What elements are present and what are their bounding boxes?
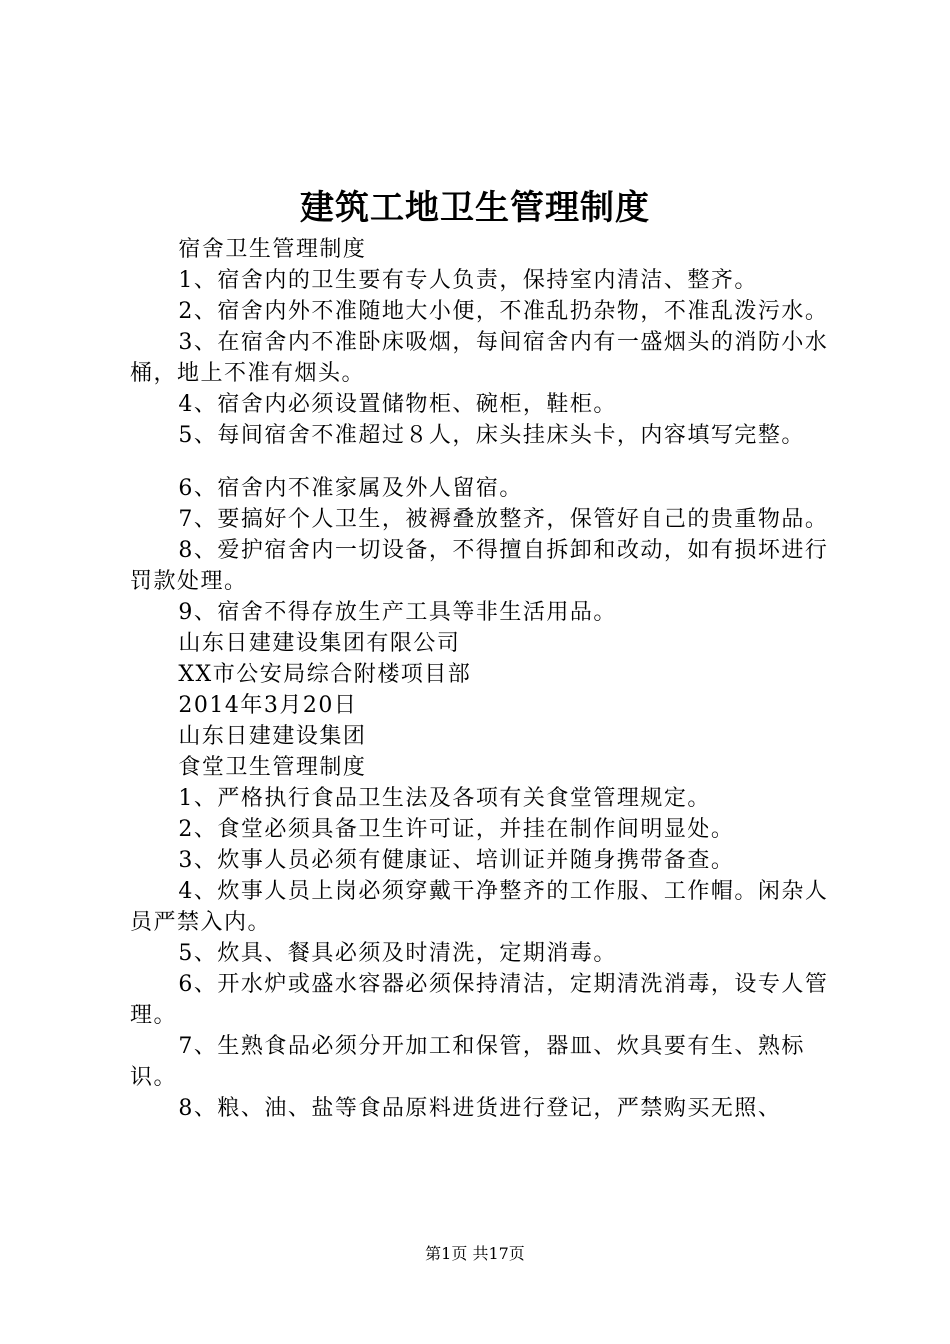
- paragraph: 4、宿舍内必须设置储物柜、碗柜，鞋柜。: [178, 392, 617, 417]
- blank-line: [130, 451, 838, 473]
- paragraph: 8、粮、油、盐等食品原料进货进行登记，严禁购买无照、: [178, 1096, 782, 1121]
- project-department: XX市公安局综合附楼项目部: [178, 662, 472, 687]
- paragraph: 5、炊具、餐具必须及时清洗，定期消毒。: [178, 941, 617, 966]
- section-heading-canteen: 食堂卫生管理制度: [178, 755, 367, 780]
- page-number: 第1页 共17页: [425, 1244, 525, 1263]
- paragraph: 2、宿舍内外不准随地大小便，不准乱扔杂物，不准乱泼污水。: [178, 299, 829, 324]
- paragraph: 9、宿舍不得存放生产工具等非生活用品。: [178, 600, 617, 625]
- paragraph: 1、严格执行食品卫生法及各项有关食堂管理规定。: [178, 786, 711, 811]
- paragraph: 7、生熟食品必须分开加工和保管，器皿、炊具要有生、熟标识。: [130, 1034, 805, 1090]
- paragraph: 6、宿舍内不准家属及外人留宿。: [178, 476, 523, 501]
- paragraph: 7、要搞好个人卫生，被褥叠放整齐，保管好自己的贵重物品。: [178, 507, 829, 532]
- paragraph: 3、炊事人员必须有健康证、培训证并随身携带备查。: [178, 848, 735, 873]
- paragraph: 8、爱护宿舍内一切设备，不得擅自拆卸和改动，如有损坏进行罚款处理。: [130, 538, 829, 594]
- paragraph: 1、宿舍内的卫生要有专人负责，保持室内清洁、整齐。: [178, 268, 758, 293]
- paragraph: 5、每间宿舍不准超过８人，床头挂床头卡，内容填写完整。: [178, 423, 805, 448]
- document-date: 2014年3月20日: [178, 693, 358, 718]
- section-heading-dormitory: 宿舍卫生管理制度: [178, 237, 367, 262]
- company-name: 山东日建建设集团有限公司: [178, 631, 461, 656]
- paragraph: 4、炊事人员上岗必须穿戴干净整齐的工作服、工作帽。闲杂人员严禁入内。: [130, 879, 829, 935]
- paragraph: 2、食堂必须具备卫生许可证，并挂在制作间明显处。: [178, 817, 735, 842]
- document-title: 建筑工地卫生管理制度: [300, 188, 650, 228]
- company-group: 山东日建建设集团: [178, 724, 367, 749]
- paragraph: 6、开水炉或盛水容器必须保持清洁，定期清洗消毒，设专人管理。: [130, 972, 829, 1028]
- document-body: [130, 234, 838, 1124]
- paragraph: 3、在宿舍内不准卧床吸烟，每间宿舍内有一盛烟头的消防小水桶，地上不准有烟头。: [130, 330, 829, 386]
